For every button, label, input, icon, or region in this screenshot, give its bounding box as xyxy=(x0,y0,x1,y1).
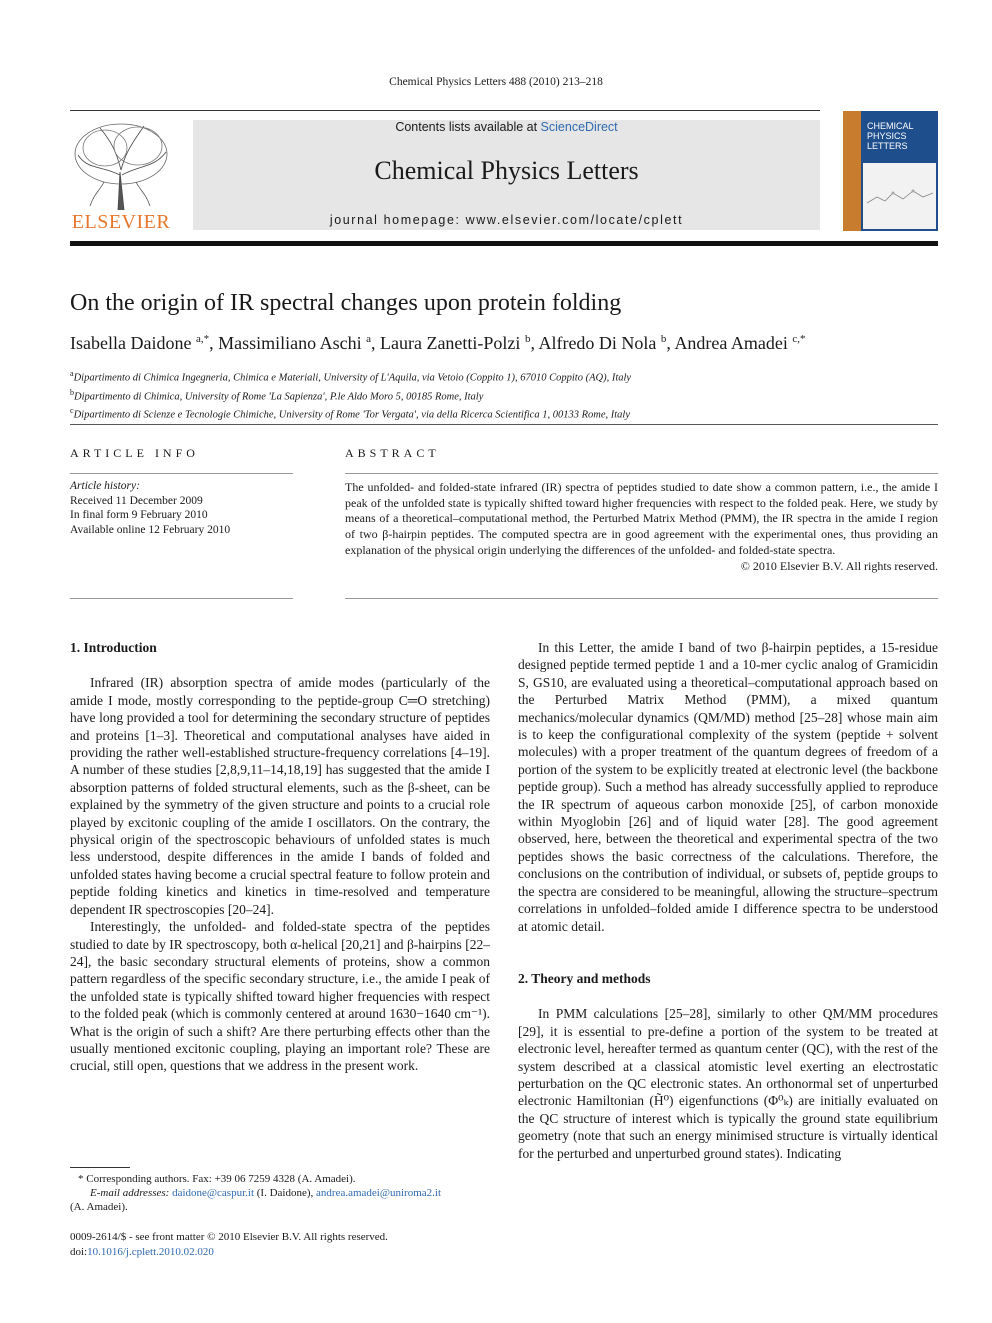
footnote-corresponding: * Corresponding authors. Fax: +39 06 7259 4328 (A. Amadei). xyxy=(78,1173,356,1185)
section-heading-theory: 2. Theory and methods xyxy=(518,970,651,986)
email-owner: (A. Amadei). xyxy=(70,1201,128,1213)
doi-prefix: doi: xyxy=(70,1246,88,1258)
paragraph: In PMM calculations [25–28], similarly to other QM/MM procedures [29], it is essential to pre-define a portion of the system to be treated at electronic level, hereafter termed as quantum center (QC), with the rest of the system described at a classical atomistic level exerting an electrostatic perturbation on the QC electronic states. An orthonormal set of unperturbed electronic Hamiltonian (H̃⁰) eigenfunctions (Φ⁰ₖ) are initially evaluated on the QC structure of interest which is typically the ground state equilibrium geometry (note that such an energy minimised structure is virtually identical for the perturbed and unperturbed ground states). Indicating xyxy=(518,1006,938,1161)
email-link[interactable]: andrea.amadei@uniroma2.it xyxy=(316,1187,442,1199)
history-online: Available online 12 February 2010 xyxy=(70,523,231,536)
article-history xyxy=(70,479,230,537)
abstract-text: The unfolded- and folded-state infrared (IR) spectra of peptides studied to date show a common pattern, i.e., the amide I peak of the unfolded state is typically shifted toward higher frequencies with respect to the folded peak. Here, we study by means of a theoretical–computational method, the Perturbed Matrix Method (PMM), the IR spectra in the amide I region of two β-hairpin peptides. The computed spectra are in good agreement with the experimental ones, thus providing an explanation of the physical origin underlying the differences of the unfolded- and folded-state spectra. xyxy=(345,480,938,557)
abstract xyxy=(345,480,938,574)
affiliation xyxy=(70,367,631,386)
abstract-rule-top xyxy=(345,473,938,474)
cover-title-line: LETTERS xyxy=(867,141,908,151)
contents-prefix: Contents lists available at xyxy=(395,120,541,134)
affiliation xyxy=(70,404,631,423)
contents-line xyxy=(193,120,820,134)
journal-reference: Chemical Physics Letters 488 (2010) 213–218 xyxy=(389,76,603,88)
article-info-heading: ARTICLE INFO xyxy=(70,446,199,460)
journal-cover[interactable] xyxy=(843,111,938,231)
abstract-heading: ABSTRACT xyxy=(345,446,440,460)
header-thick-rule xyxy=(70,241,938,246)
history-received: Received 11 December 2009 xyxy=(70,494,203,507)
author-name[interactable]: Alfredo Di Nola xyxy=(538,333,657,353)
author-affiliation-mark: a,* xyxy=(195,333,210,345)
email-owner: (I. Daidone), xyxy=(256,1187,314,1199)
footnote-rule xyxy=(70,1167,130,1168)
paragraph: Interestingly, the unfolded- and folded-state spectra of the peptides studied to date by IR spectroscopy, both α-helical [20,21] and β-hairpins [22–24], the basic secondary structural elements of proteins, show a common pattern regardless of the specific secondary structure, i.e., the amide I peak of the unfolded state is typically shifted toward higher frequencies with respect to the folded peak (which is commonly centered at around 1630−1640 cm⁻¹). What is the origin of such a shift? Are there perturbing effects other than the usually mentioned excitonic coupling, playing an important role? These are crucial, still open, questions that we address in the present work. xyxy=(70,919,490,1074)
issn-line: 0009-2614/$ - see front matter © 2010 Elsevier B.V. All rights reserved. xyxy=(70,1231,388,1243)
journal-title: Chemical Physics Letters xyxy=(374,156,639,185)
cover-graphic xyxy=(863,163,936,229)
author-name[interactable]: Isabella Daidone xyxy=(70,333,192,353)
sciencedirect-link[interactable]: ScienceDirect xyxy=(540,120,618,134)
article-title: On the origin of IR spectral changes upon protein folding xyxy=(70,290,622,316)
publisher-name: ELSEVIER xyxy=(71,211,171,233)
info-rule-bottom xyxy=(70,598,293,599)
info-rule-top xyxy=(70,473,293,474)
cover-strip xyxy=(843,111,861,231)
doi-link[interactable]: 10.1016/j.cplett.2010.02.020 xyxy=(87,1246,214,1258)
body-column-left xyxy=(70,639,490,1075)
doi-line xyxy=(70,1245,388,1260)
cover-title-line: CHEMICAL xyxy=(867,121,914,131)
paragraph: In this Letter, the amide I band of two β-hairpin peptides, a 15-residue designed peptide termed peptide 1 and a 10-mer cyclic analog of Gramicidin S, GS10, are evaluated using a theoretical–computational approach based on the Perturbed Matrix Method (PMM), a mixed quantum mechanics/molecular dynamics (QM/MD) method [25–28] whose main aim is to keep the configurational complexity of the system (peptide + solvent molecules) with a proper treatment of the quantum degrees of freedom of a portion of the system to be explicitly treated at electronic level (the backbone peptide group). Such a method has already successfully applied to reproduce the IR spectrum of aqueous carbon monoxide [25], of carbon monoxide within Myoglobin [26] and of liquid water [28]. The good agreement observed, here, between the theoretical and experimental spectra of the two peptides shows the basic correctness of the calculations. Therefore, the conclusions on the contribution of individual, or subsets of, peptide groups to the spectra are considered to be meaningful, allowing the structure–spectrum correlations in unfolded–folded amide I difference spectra to be understood at atomic detail. xyxy=(518,640,938,934)
author-name[interactable]: Massimiliano Aschi xyxy=(218,333,362,353)
tree-icon xyxy=(70,120,172,212)
affiliation-text: Dipartimento di Chimica Ingegneria, Chimica e Materiali, University of L'Aquila, via Vetoio (Coppito 1), 67010 Coppito (AQ), Italy xyxy=(73,372,632,384)
email-link[interactable]: daidone@caspur.it xyxy=(172,1187,255,1199)
footnote-emails xyxy=(70,1186,490,1200)
paragraph: Infrared (IR) absorption spectra of amide modes (particularly of the amide I mode, mostly corresponding to the peptide-group C═O stretching) have long provided a tool for determining the secondary structure of peptides and proteins [1–3]. Theoretical and computational analyses have aided in providing the rather well-established structure-frequency correlations [4–19]. A number of these studies [2,8,9,11–14,18,19] has suggested that the amide I absorption patterns of folded structural elements, such as the β-sheet, can be explained by the symmetry of the given structure and points to a crucial role played by excitonic coupling of the amide I oscillators. On the contrary, the physical origin of the spectroscopic behaviours of unfolded states is much less understood, despite differences in the amide I bands of folded and unfolded states having become a crucial spectral feature to follow protein and peptide folding kinetics and kinetics in time-resolved and temperature dependent IR spectroscopies [20–24]. xyxy=(70,675,490,917)
affiliations xyxy=(70,367,631,423)
body-column-right xyxy=(518,639,938,1162)
affiliation-text: Dipartimento di Chimica, University of Rome 'La Sapienza', P.le Aldo Moro 5, 00185 Rome, Italy xyxy=(74,391,484,402)
history-label: Article history: xyxy=(70,480,140,492)
abstract-copyright: © 2010 Elsevier B.V. All rights reserved. xyxy=(740,558,938,573)
footnote xyxy=(70,1172,490,1214)
header-rule xyxy=(70,110,820,111)
affiliation-text: Dipartimento di Scienze e Tecnologie Chimiche, University of Rome 'Tor Vergata', via della Ricerca Scientifica 1, 00133 Rome, Italy xyxy=(73,409,630,421)
section-heading-introduction: 1. Introduction xyxy=(70,640,157,655)
bottom-matter xyxy=(70,1230,388,1260)
email-label: E-mail addresses: xyxy=(90,1187,170,1199)
affiliation-rule xyxy=(70,424,938,425)
author-affiliation-mark: a xyxy=(366,333,371,345)
journal-homepage[interactable]: journal homepage: www.elsevier.com/locate/cplett xyxy=(329,213,684,227)
author-affiliation-mark: b xyxy=(660,333,667,345)
history-final-form: In final form 9 February 2010 xyxy=(70,509,208,521)
elsevier-logo[interactable] xyxy=(70,120,172,232)
affiliation-mark: a xyxy=(70,369,74,378)
cover-title-line: PHYSICS xyxy=(867,131,907,141)
journal-banner xyxy=(193,120,820,230)
author-name[interactable]: Laura Zanetti-Polzi xyxy=(379,333,521,353)
affiliation xyxy=(70,386,631,405)
author-affiliation-mark: c,* xyxy=(792,333,806,345)
cover-title xyxy=(867,121,914,151)
author-name[interactable]: Andrea Amadei xyxy=(674,333,788,353)
author-affiliation-mark: b xyxy=(524,333,531,345)
cover-plot-icon xyxy=(863,163,936,229)
abstract-rule-bottom xyxy=(345,598,938,599)
affiliation-mark: b xyxy=(70,387,74,397)
author-list: Isabella Daidone $^{a,*}$, Massimiliano Aschi $^a$, Laura Zanetti-Polzi $^b$, Alfredo Di Nola $^b$, Andrea Amadei $^{c,*}$ xyxy=(70,333,806,353)
affiliation-mark: c xyxy=(70,406,74,415)
